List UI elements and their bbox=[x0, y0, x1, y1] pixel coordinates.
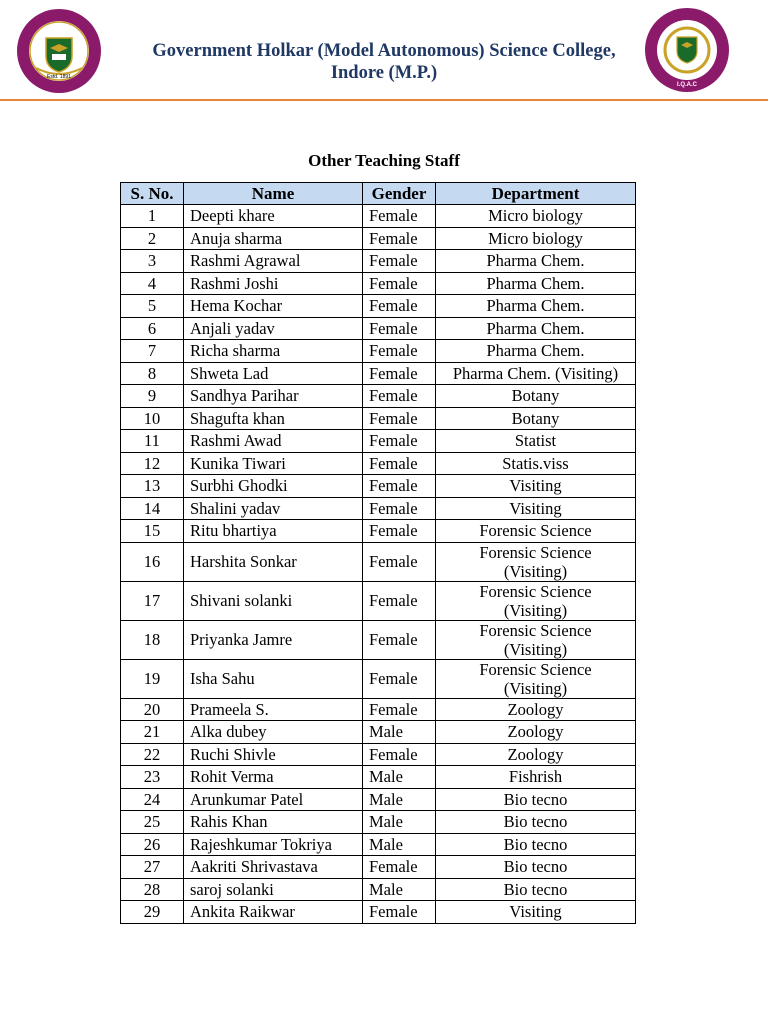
cell-name: Harshita Sonkar bbox=[184, 542, 363, 581]
cell-gender: Female bbox=[363, 542, 436, 581]
cell-name: Rashmi Joshi bbox=[184, 272, 363, 295]
cell-department: Bio tecno bbox=[436, 811, 636, 834]
cell-gender: Female bbox=[363, 743, 436, 766]
cell-sno: 14 bbox=[121, 497, 184, 520]
table-title: Other Teaching Staff bbox=[308, 151, 460, 170]
table-row bbox=[121, 766, 636, 789]
cell-department: Micro biology bbox=[436, 227, 636, 250]
cell-sno: 11 bbox=[121, 430, 184, 453]
cell-name: saroj solanki bbox=[184, 878, 363, 901]
cell-gender: Female bbox=[363, 452, 436, 475]
table-row bbox=[121, 250, 636, 273]
table-row bbox=[121, 227, 636, 250]
cell-department-line2: (Visiting) bbox=[503, 600, 568, 620]
cell-department: Bio tecno bbox=[436, 833, 636, 856]
cell-department: Visiting bbox=[436, 901, 636, 924]
table-row bbox=[121, 497, 636, 520]
cell-department: Pharma Chem. bbox=[436, 295, 636, 318]
cell-name: Aakriti Shrivastava bbox=[184, 856, 363, 879]
cell-gender: Female bbox=[363, 497, 436, 520]
cell-department-line1: Forensic Science bbox=[479, 620, 592, 640]
table-row bbox=[121, 788, 636, 811]
cell-name: Surbhi Ghodki bbox=[184, 475, 363, 498]
header-divider bbox=[0, 99, 768, 101]
cell-name: Ritu bhartiya bbox=[184, 520, 363, 543]
table-row bbox=[121, 340, 636, 363]
cell-sno: 22 bbox=[121, 743, 184, 766]
cell-gender: Male bbox=[363, 833, 436, 856]
cell-gender: Female bbox=[363, 698, 436, 721]
cell-gender: Female bbox=[363, 659, 436, 698]
table-row bbox=[121, 581, 636, 620]
cell-name: Priyanka Jamre bbox=[184, 620, 363, 659]
cell-department: Statis.viss bbox=[436, 452, 636, 475]
cell-department: Zoology bbox=[436, 743, 636, 766]
cell-sno: 6 bbox=[121, 317, 184, 340]
table-row bbox=[121, 659, 636, 698]
cell-gender: Female bbox=[363, 317, 436, 340]
cell-gender: Female bbox=[363, 430, 436, 453]
cell-department: Bio tecno bbox=[436, 878, 636, 901]
cell-name: Anuja sharma bbox=[184, 227, 363, 250]
cell-department bbox=[436, 542, 636, 581]
cell-sno: 1 bbox=[121, 205, 184, 228]
cell-name: Shalini yadav bbox=[184, 497, 363, 520]
cell-department: Visiting bbox=[436, 475, 636, 498]
cell-gender: Male bbox=[363, 788, 436, 811]
cell-sno: 25 bbox=[121, 811, 184, 834]
cell-name: Anjali yadav bbox=[184, 317, 363, 340]
table-row bbox=[121, 743, 636, 766]
cell-name: Shagufta khan bbox=[184, 407, 363, 430]
cell-gender: Female bbox=[363, 407, 436, 430]
cell-name: Ankita Raikwar bbox=[184, 901, 363, 924]
cell-name: Rashmi Agrawal bbox=[184, 250, 363, 273]
cell-department bbox=[436, 581, 636, 620]
cell-department: Statist bbox=[436, 430, 636, 453]
table-row bbox=[121, 542, 636, 581]
cell-gender: Female bbox=[363, 272, 436, 295]
table-row bbox=[121, 856, 636, 879]
cell-sno: 13 bbox=[121, 475, 184, 498]
cell-department: Pharma Chem. (Visiting) bbox=[436, 362, 636, 385]
cell-gender: Male bbox=[363, 721, 436, 744]
college-seal-left bbox=[16, 8, 102, 94]
table-row bbox=[121, 452, 636, 475]
cell-name: Richa sharma bbox=[184, 340, 363, 363]
cell-department: Zoology bbox=[436, 698, 636, 721]
cell-sno: 26 bbox=[121, 833, 184, 856]
table-row bbox=[121, 901, 636, 924]
cell-sno: 27 bbox=[121, 856, 184, 879]
table-row bbox=[121, 362, 636, 385]
cell-department-line2: (Visiting) bbox=[503, 639, 568, 659]
cell-gender: Female bbox=[363, 475, 436, 498]
cell-gender: Male bbox=[363, 811, 436, 834]
college-title-line1: Government Holkar (Model Autonomous) Science College, bbox=[152, 41, 616, 61]
iqac-seal-right bbox=[644, 7, 730, 93]
cell-sno: 2 bbox=[121, 227, 184, 250]
cell-department: Forensic Science bbox=[436, 520, 636, 543]
cell-sno: 29 bbox=[121, 901, 184, 924]
column-header-gender: Gender bbox=[363, 183, 436, 205]
cell-sno: 24 bbox=[121, 788, 184, 811]
cell-sno: 21 bbox=[121, 721, 184, 744]
cell-gender: Female bbox=[363, 362, 436, 385]
column-header-name: Name bbox=[184, 183, 363, 205]
cell-department-line2: (Visiting) bbox=[503, 678, 568, 698]
table-row bbox=[121, 721, 636, 744]
cell-department: Micro biology bbox=[436, 205, 636, 228]
svg-text:I.Q.A.C: I.Q.A.C bbox=[676, 82, 698, 88]
cell-name: Isha Sahu bbox=[184, 659, 363, 698]
cell-department: Zoology bbox=[436, 721, 636, 744]
cell-sno: 12 bbox=[121, 452, 184, 475]
table-row bbox=[121, 385, 636, 408]
cell-sno: 8 bbox=[121, 362, 184, 385]
cell-gender: Female bbox=[363, 581, 436, 620]
cell-sno: 3 bbox=[121, 250, 184, 273]
table-row bbox=[121, 811, 636, 834]
cell-department-line1: Forensic Science bbox=[479, 581, 592, 601]
cell-name: Shivani solanki bbox=[184, 581, 363, 620]
table-row bbox=[121, 295, 636, 318]
table-row bbox=[121, 475, 636, 498]
cell-department bbox=[436, 659, 636, 698]
cell-gender: Female bbox=[363, 295, 436, 318]
cell-department-line1: Forensic Science bbox=[479, 659, 592, 679]
cell-department: Bio tecno bbox=[436, 788, 636, 811]
cell-sno: 4 bbox=[121, 272, 184, 295]
table-header-row bbox=[121, 183, 636, 205]
cell-sno: 9 bbox=[121, 385, 184, 408]
cell-sno: 16 bbox=[121, 542, 184, 581]
cell-name: Kunika Tiwari bbox=[184, 452, 363, 475]
cell-name: Deepti khare bbox=[184, 205, 363, 228]
cell-sno: 15 bbox=[121, 520, 184, 543]
cell-gender: Female bbox=[363, 520, 436, 543]
cell-name: Rohit Verma bbox=[184, 766, 363, 789]
cell-department: Pharma Chem. bbox=[436, 272, 636, 295]
cell-department-line2: (Visiting) bbox=[503, 561, 568, 581]
cell-gender: Female bbox=[363, 856, 436, 879]
cell-gender: Female bbox=[363, 205, 436, 228]
column-header-sno: S. No. bbox=[121, 183, 184, 205]
table-row bbox=[121, 272, 636, 295]
cell-name: Rajeshkumar Tokriya bbox=[184, 833, 363, 856]
cell-gender: Female bbox=[363, 250, 436, 273]
cell-department: Pharma Chem. bbox=[436, 340, 636, 363]
cell-sno: 20 bbox=[121, 698, 184, 721]
college-title-line2: Indore (M.P.) bbox=[330, 63, 438, 83]
table-body bbox=[121, 205, 636, 924]
document-header bbox=[0, 0, 768, 101]
cell-name: Rashmi Awad bbox=[184, 430, 363, 453]
cell-department: Fishrish bbox=[436, 766, 636, 789]
cell-name: Arunkumar Patel bbox=[184, 788, 363, 811]
cell-sno: 23 bbox=[121, 766, 184, 789]
table-row bbox=[121, 205, 636, 228]
cell-department: Pharma Chem. bbox=[436, 250, 636, 273]
cell-sno: 5 bbox=[121, 295, 184, 318]
cell-gender: Male bbox=[363, 766, 436, 789]
table-row bbox=[121, 833, 636, 856]
table-row bbox=[121, 520, 636, 543]
column-header-department: Department bbox=[436, 183, 636, 205]
cell-sno: 28 bbox=[121, 878, 184, 901]
cell-name: Sandhya Parihar bbox=[184, 385, 363, 408]
cell-department: Pharma Chem. bbox=[436, 317, 636, 340]
cell-gender: Female bbox=[363, 227, 436, 250]
cell-department bbox=[436, 620, 636, 659]
cell-gender: Female bbox=[363, 901, 436, 924]
cell-name: Shweta Lad bbox=[184, 362, 363, 385]
cell-gender: Female bbox=[363, 385, 436, 408]
cell-name: Hema Kochar bbox=[184, 295, 363, 318]
cell-sno: 19 bbox=[121, 659, 184, 698]
table-row bbox=[121, 620, 636, 659]
staff-table bbox=[120, 182, 636, 924]
cell-gender: Female bbox=[363, 340, 436, 363]
cell-sno: 10 bbox=[121, 407, 184, 430]
cell-department: Botany bbox=[436, 385, 636, 408]
college-title bbox=[118, 40, 650, 84]
cell-gender: Male bbox=[363, 878, 436, 901]
cell-department: Visiting bbox=[436, 497, 636, 520]
table-row bbox=[121, 698, 636, 721]
table-row bbox=[121, 430, 636, 453]
cell-sno: 17 bbox=[121, 581, 184, 620]
cell-gender: Female bbox=[363, 620, 436, 659]
svg-text:Estd. 1891: Estd. 1891 bbox=[47, 74, 71, 80]
table-row bbox=[121, 407, 636, 430]
cell-department: Botany bbox=[436, 407, 636, 430]
cell-sno: 18 bbox=[121, 620, 184, 659]
cell-department-line1: Forensic Science bbox=[479, 542, 592, 562]
cell-department: Bio tecno bbox=[436, 856, 636, 879]
table-row bbox=[121, 317, 636, 340]
cell-name: Alka dubey bbox=[184, 721, 363, 744]
cell-sno: 7 bbox=[121, 340, 184, 363]
cell-name: Ruchi Shivle bbox=[184, 743, 363, 766]
cell-name: Rahis Khan bbox=[184, 811, 363, 834]
cell-name: Prameela S. bbox=[184, 698, 363, 721]
table-row bbox=[121, 878, 636, 901]
